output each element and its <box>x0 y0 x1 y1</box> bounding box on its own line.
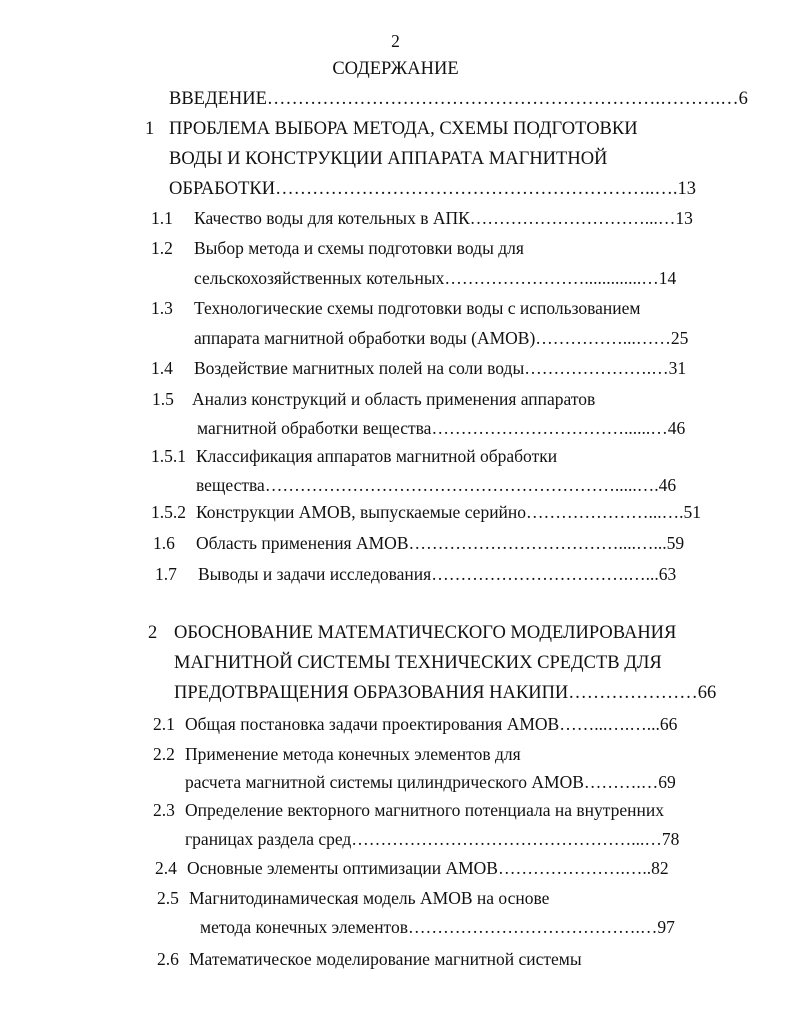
toc-ch1-line1: ПРОБЛЕМА ВЫБОРА МЕТОДА, СХЕМЫ ПОДГОТОВКИ <box>169 119 638 139</box>
toc-s1-3-line1: Технологические схемы подготовки воды с использованием <box>194 298 641 318</box>
toc-s1-2-number: 1.2 <box>151 238 173 258</box>
toc-s1-4-number: 1.4 <box>151 358 173 378</box>
toc-s2-4: Основные элементы оптимизации АМОВ………………….…..82 <box>187 858 669 878</box>
toc-s1-5-line2: магнитной обработки вещества……………………………......…46 <box>197 418 686 438</box>
toc-s1-3-line2: аппарата магнитной обработки воды (АМОВ)……………...……25 <box>194 328 689 348</box>
toc-s1-4: Воздействие магнитных полей на соли воды………………….…31 <box>194 358 687 378</box>
toc-s1-2-line1: Выбор метода и схемы подготовки воды для <box>194 238 524 258</box>
toc-s1-6-number: 1.6 <box>153 533 175 553</box>
toc-s1-3-number: 1.3 <box>151 298 173 318</box>
toc-ch2-line1: ОБОСНОВАНИЕ МАТЕМАТИЧЕСКОГО МОДЕЛИРОВАНИЯ <box>174 623 677 643</box>
toc-s1-5-line1: Анализ конструкций и область применения аппаратов <box>192 389 596 409</box>
toc-ch1-line2: ВОДЫ И КОНСТРУКЦИИ АППАРАТА МАГНИТНОЙ <box>169 149 608 169</box>
toc-s2-1-number: 2.1 <box>153 714 175 734</box>
page-number: 2 <box>391 31 400 51</box>
toc-s2-2-number: 2.2 <box>153 744 175 764</box>
toc-ch2-line3: ПРЕДОТВРАЩЕНИЯ ОБРАЗОВАНИЯ НАКИПИ…………………66 <box>174 683 717 703</box>
toc-s1-5-1-line1: Классификация аппаратов магнитной обработки <box>196 446 558 466</box>
toc-s2-3-line1: Определение векторного магнитного потенциала на внутренних <box>185 800 664 820</box>
toc-s2-5-line2: метода конечных элементов………………………………….…97 <box>200 917 675 937</box>
toc-s2-5-line1: Магнитодинамическая модель АМОВ на основе <box>189 888 550 908</box>
toc-s1-5-2: Конструкции АМОВ, выпускаемые серийно…………………...….51 <box>196 502 702 522</box>
page-title: СОДЕРЖАНИЕ <box>332 59 459 79</box>
toc-s2-6-line1: Математическое моделирование магнитной системы <box>189 949 582 969</box>
toc-s1-1-number: 1.1 <box>151 208 173 228</box>
toc-s2-2-line2: расчета магнитной системы цилиндрического АМОВ……….…69 <box>185 772 676 792</box>
toc-s2-1: Общая постановка задачи проектирования АМОВ……...….…...66 <box>185 714 678 734</box>
toc-s1-1: Качество воды для котельных в АПК…………………………...…13 <box>194 208 693 228</box>
toc-s2-6-number: 2.6 <box>157 949 179 969</box>
toc-s1-7: Выводы и задачи исследования…………………………….…...63 <box>198 564 677 584</box>
toc-s1-2-line2: сельскохозяйственных котельных…………………….............…14 <box>194 268 677 288</box>
toc-s2-5-number: 2.5 <box>157 888 179 908</box>
toc-ch1-line3: ОБРАБОТКИ……………………………………………………..….13 <box>169 179 696 199</box>
toc-s1-5-2-number: 1.5.2 <box>151 502 186 522</box>
toc-ch2-number: 2 <box>148 623 158 643</box>
toc-ch1-number: 1 <box>145 119 155 139</box>
toc-s1-5-1-number: 1.5.1 <box>151 446 186 466</box>
toc-s1-5-number: 1.5 <box>152 389 174 409</box>
toc-ch2-line2: МАГНИТНОЙ СИСТЕМЫ ТЕХНИЧЕСКИХ СРЕДСТВ ДЛЯ <box>174 653 662 673</box>
toc-s2-3-number: 2.3 <box>153 800 175 820</box>
toc-s2-2-line1: Применение метода конечных элементов для <box>185 744 521 764</box>
toc-s1-5-1-line2: вещества…………………………………………………….....….46 <box>196 475 677 495</box>
toc-s1-6: Область применения АМОВ………………………………....…...59 <box>196 533 685 553</box>
toc-intro: ВВЕДЕНИЕ……………………………………………………….……….…6 <box>169 89 748 109</box>
toc-s1-7-number: 1.7 <box>155 564 177 584</box>
toc-s2-3-line2: границах раздела сред…………………………………………...…78 <box>185 829 680 849</box>
toc-s2-4-number: 2.4 <box>155 858 177 878</box>
